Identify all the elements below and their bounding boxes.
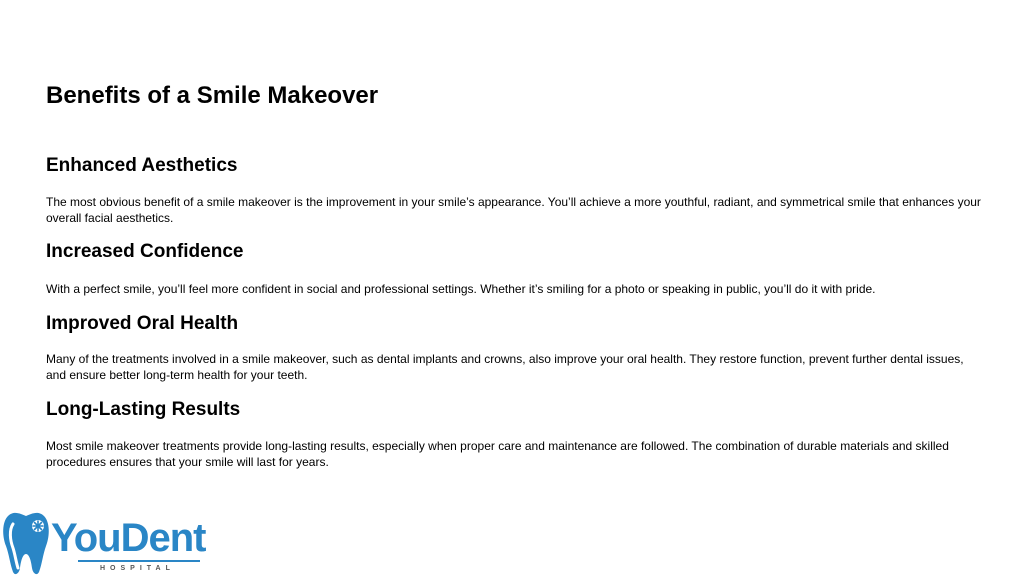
youdent-logo (0, 508, 210, 576)
page-title: Benefits of a Smile Makeover (46, 82, 379, 109)
section-heading-enhanced-aesthetics: Enhanced Aesthetics (46, 155, 238, 176)
section-heading-improved-oral-health: Improved Oral Health (46, 313, 239, 334)
logo-subtitle: HOSPITAL (100, 565, 175, 572)
section-text-long-lasting-results: Most smile makeover treatments provide long-lasting results, especially when proper care and maintenance are followed. The combination of durable materials and skilled procedures ensures that your smile will last for years. (46, 439, 949, 469)
section-heading-long-lasting-results: Long-Lasting Results (46, 399, 241, 420)
section-text-enhanced-aesthetics: The most obvious benefit of a smile makeover is the improvement in your smile’s appearance. You’ll achieve a more youthful, radiant, and symmetrical smile that enhances your overall facial aesthetics. (46, 195, 981, 225)
logo-divider (78, 560, 200, 562)
section-heading-increased-confidence: Increased Confidence (46, 241, 244, 262)
tooth-icon (0, 508, 52, 576)
section-text-increased-confidence: With a perfect smile, you’ll feel more confident in social and professional settings. Whether it’s smiling for a photo or speaking in public, you’ll do it with pride. (46, 282, 876, 296)
logo-wordmark: YouDent (51, 516, 206, 560)
section-text-improved-oral-health: Many of the treatments involved in a smile makeover, such as dental implants and crowns, also improve your oral health. They restore function, prevent further dental issues, and ensure better long-term health for your teeth. (46, 352, 964, 382)
